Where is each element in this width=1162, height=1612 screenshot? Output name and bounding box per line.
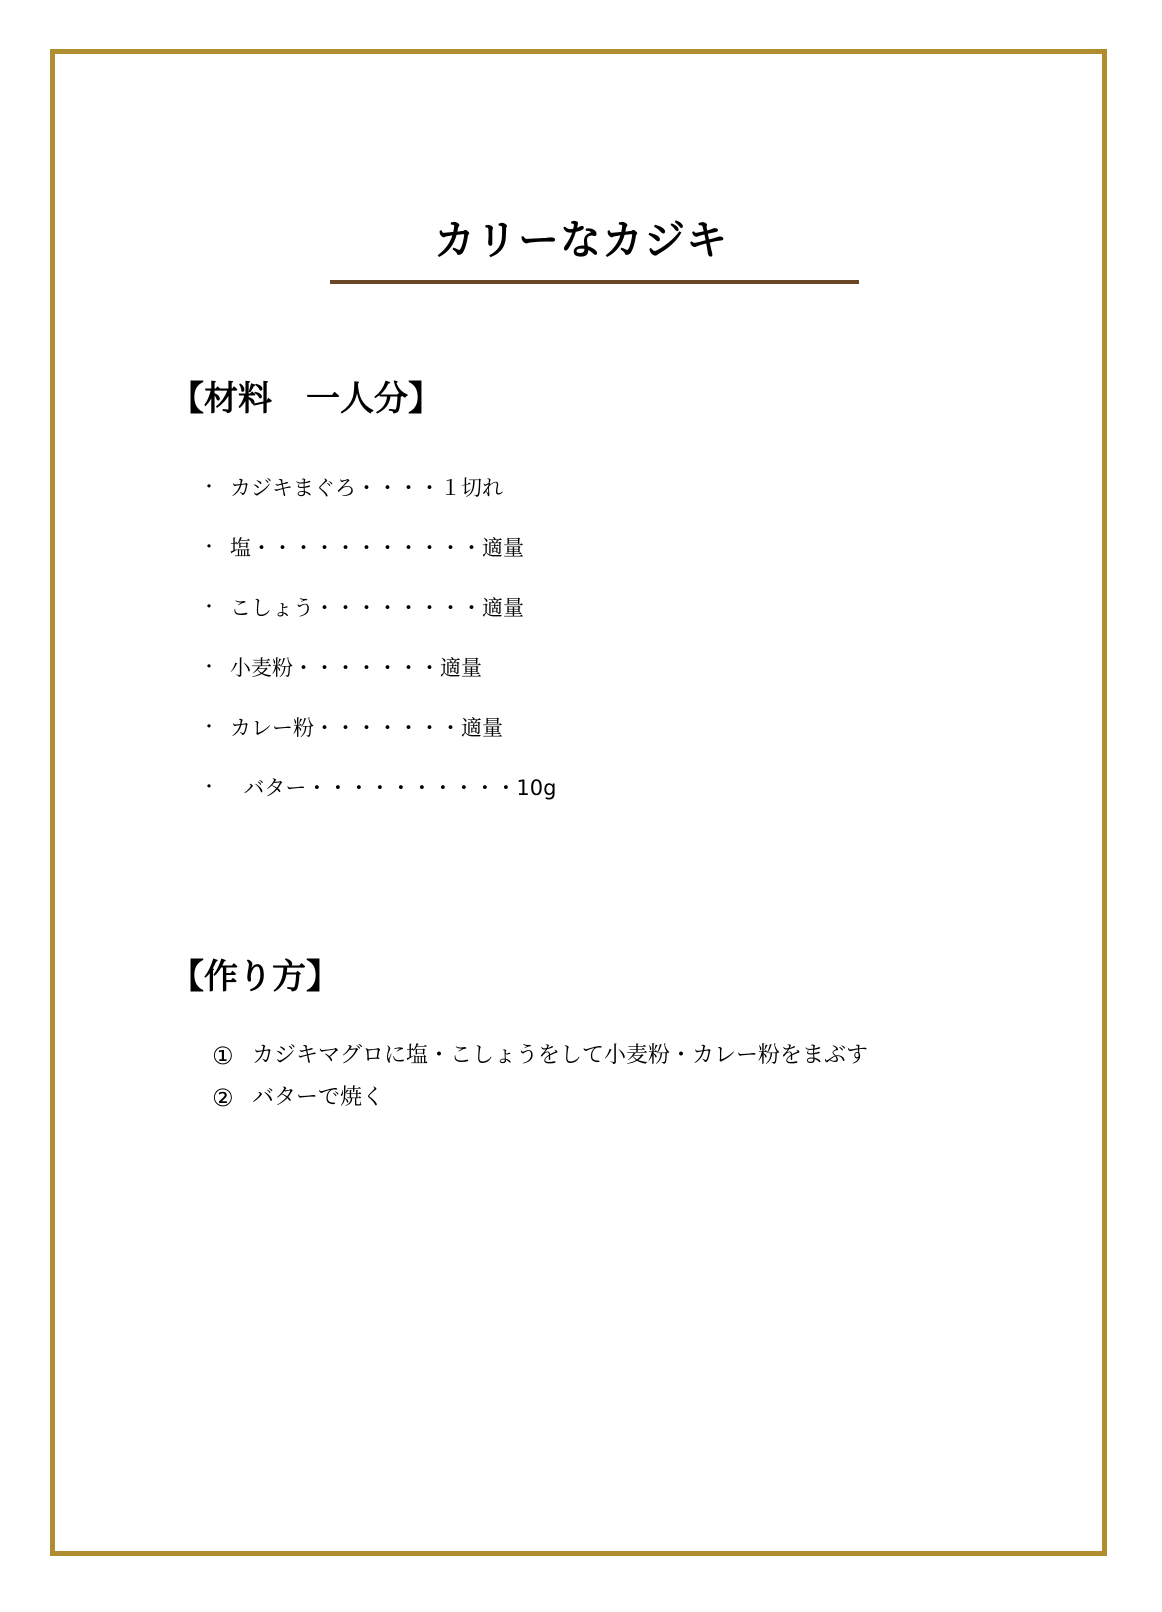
bullet-icon: ・ bbox=[200, 537, 218, 558]
ingredients-heading: 【材料 一人分】 bbox=[170, 379, 442, 419]
bullet-icon: ・ bbox=[200, 717, 218, 738]
method-heading: 【作り方】 bbox=[170, 957, 340, 997]
ingredient-item bbox=[200, 518, 556, 578]
step-item bbox=[212, 1077, 868, 1119]
ingredient-text: バター・・・・・・・・・・10g bbox=[230, 776, 557, 800]
step-number: ① bbox=[212, 1042, 234, 1070]
ingredient-item bbox=[200, 638, 556, 698]
ingredient-list bbox=[200, 458, 556, 818]
bullet-icon: ・ bbox=[200, 477, 218, 498]
ingredient-text: こしょう・・・・・・・・適量 bbox=[230, 596, 524, 620]
bullet-icon: ・ bbox=[200, 597, 218, 618]
ingredient-item bbox=[200, 758, 556, 818]
ingredient-item bbox=[200, 578, 556, 638]
recipe-title: カリーなカジキ bbox=[434, 216, 728, 264]
bullet-icon: ・ bbox=[200, 777, 218, 798]
ingredient-text: 塩・・・・・・・・・・・適量 bbox=[230, 536, 524, 560]
title-underline bbox=[330, 280, 859, 284]
bullet-icon: ・ bbox=[200, 657, 218, 678]
step-number: ② bbox=[212, 1084, 234, 1112]
ingredient-text: カレー粉・・・・・・・適量 bbox=[230, 716, 503, 740]
step-text: バターで焼く bbox=[252, 1085, 385, 1110]
ingredient-item bbox=[200, 698, 556, 758]
ingredient-item bbox=[200, 458, 556, 518]
step-item bbox=[212, 1035, 868, 1077]
ingredient-text: カジキまぐろ・・・・１切れ bbox=[230, 476, 503, 500]
step-list bbox=[212, 1035, 868, 1119]
ingredient-text: 小麦粉・・・・・・・適量 bbox=[230, 656, 482, 680]
step-text: カジキマグロに塩・こしょうをして小麦粉・カレー粉をまぶす bbox=[252, 1043, 869, 1068]
